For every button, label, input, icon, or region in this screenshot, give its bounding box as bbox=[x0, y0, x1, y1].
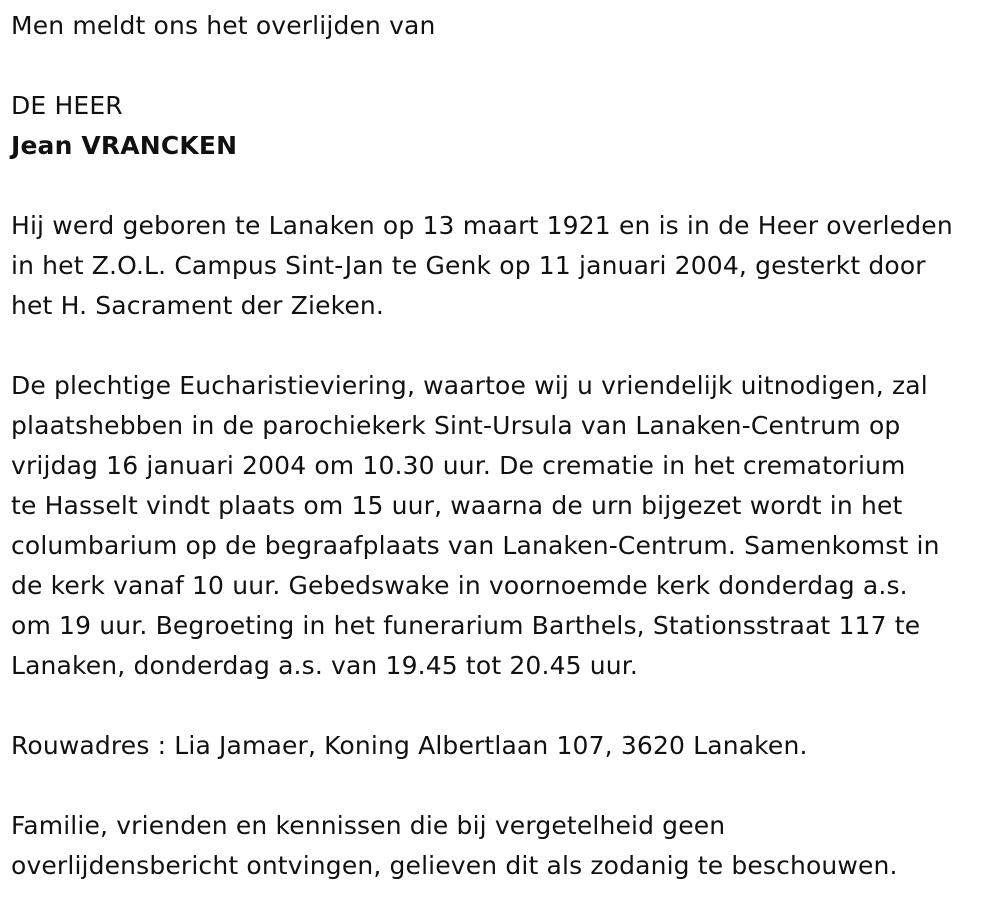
birth-death-paragraph: Hij werd geboren te Lanaken op 13 maart 1921 en is in de Heer overleden in het Z.O.L. Campus Sint-Jan te Genk op 11 januari 2004, gesterkt door het H. Sacrament der Zieken. bbox=[11, 211, 953, 320]
intro-text: Men meldt ons het overlijden van bbox=[11, 11, 436, 40]
spacer bbox=[11, 326, 996, 366]
spacer bbox=[11, 166, 996, 206]
mourning-address: Rouwadres : Lia Jamaer, Koning Albertlaan 107, 3620 Lanaken. bbox=[11, 731, 808, 760]
closing-paragraph: Familie, vrienden en kennissen die bij vergetelheid geen overlijdensbericht ontvingen, gelieven dit als zodanig te beschouwen. bbox=[11, 811, 898, 880]
spacer bbox=[11, 766, 996, 806]
spacer bbox=[11, 686, 996, 726]
ceremony-paragraph: De plechtige Eucharistieviering, waartoe wij u vriendelijk uitnodigen, zal plaatshebben in de parochiekerk Sint-Ursula van Lanaken-Centrum op vrijdag 16 januari 2004 om 10.30 uur. De crematie in het crematorium te Hasselt vindt plaats om 15 uur, waarna de urn bijgezet wordt in het columbarium op de begraafplaats van Lanaken-Centrum. Samenkomst in de kerk vanaf 10 uur. Gebedswake in voornoemde kerk donderdag a.s. om 19 uur. Begroeting in het funerarium Barthels, Stationsstraat 117 te Lanaken, donderdag a.s. van 19.45 tot 20.45 uur. bbox=[11, 371, 940, 680]
spacer bbox=[11, 46, 996, 86]
honorific: DE HEER bbox=[11, 91, 123, 120]
deceased-name: Jean VRANCKEN bbox=[11, 131, 238, 160]
death-notice bbox=[11, 6, 996, 886]
